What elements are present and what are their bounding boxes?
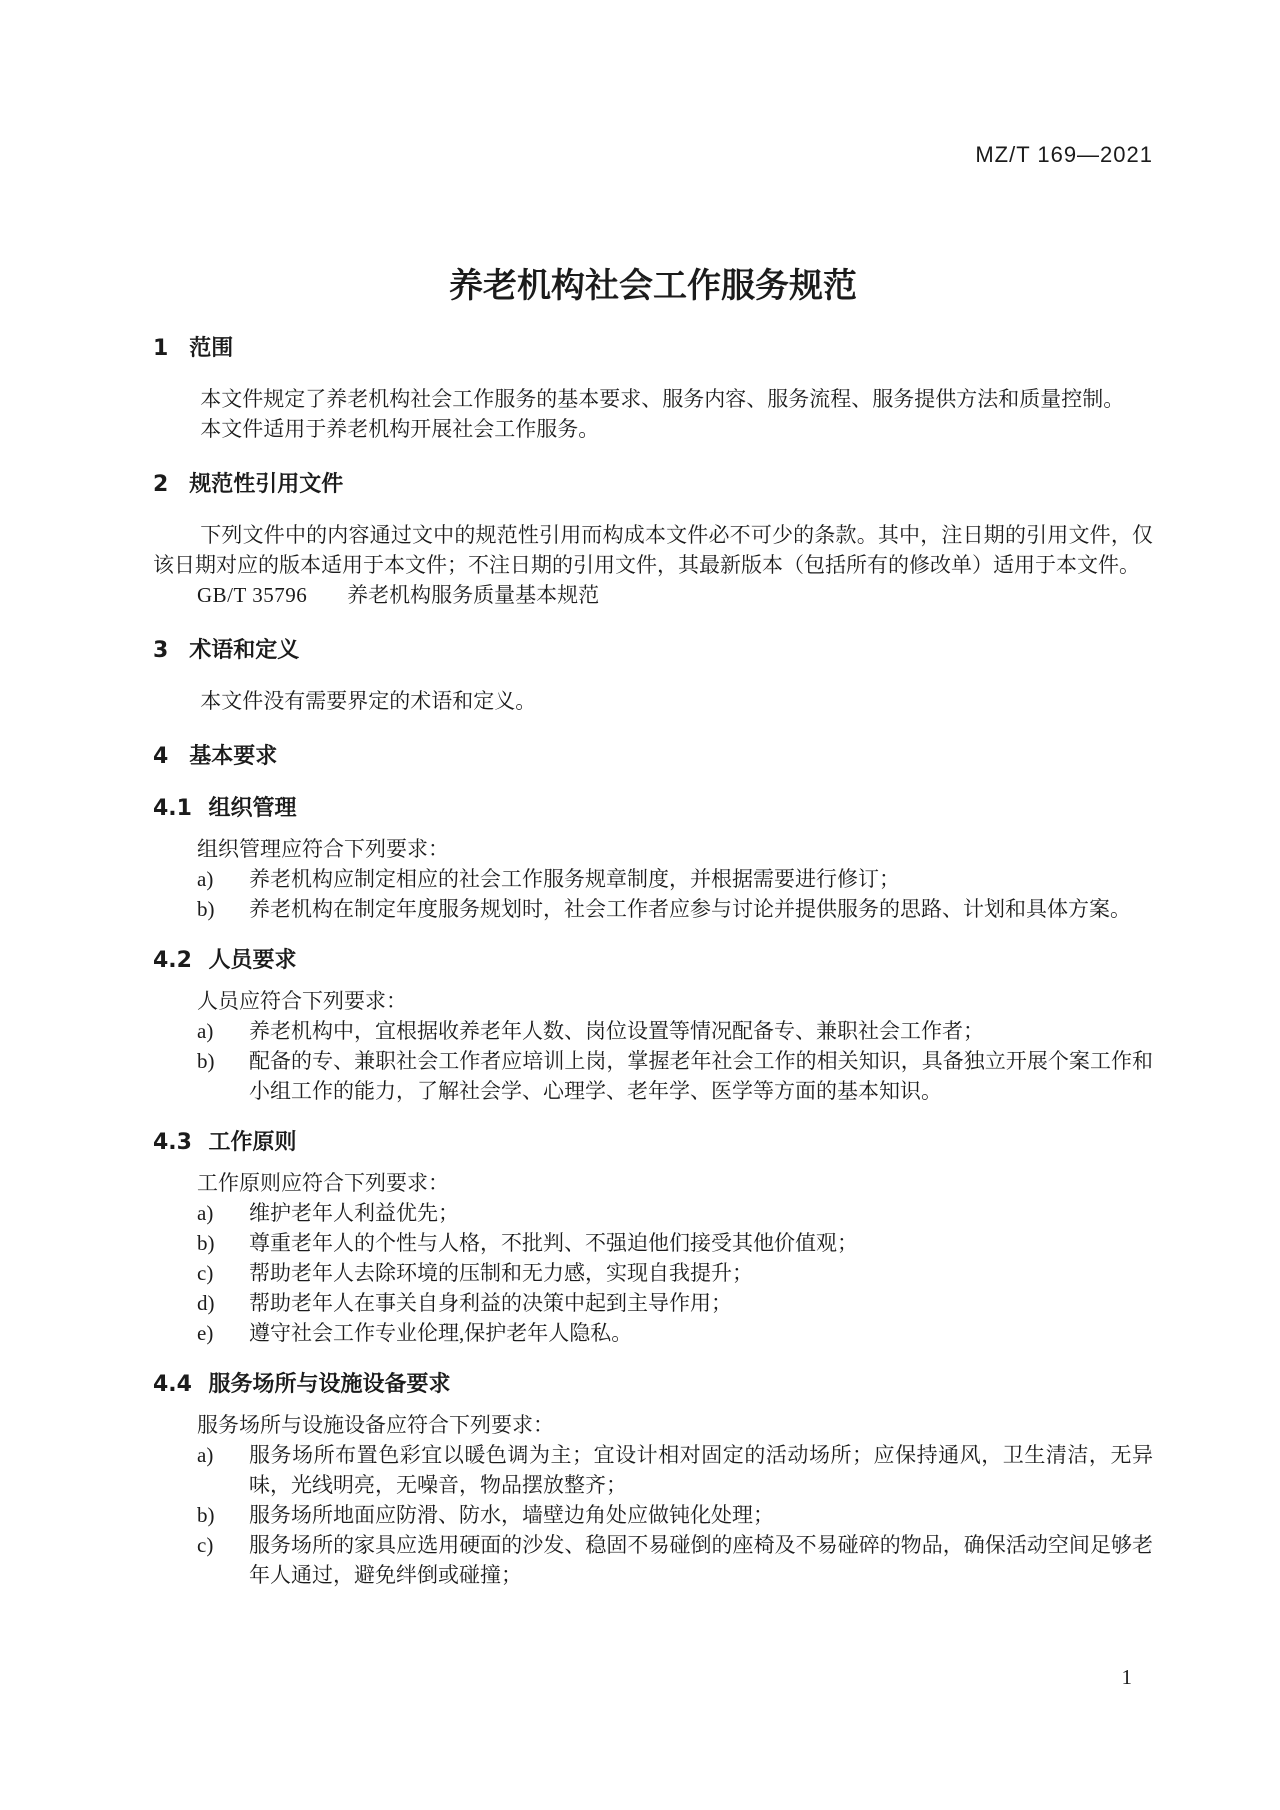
list-item-text: 配备的专、兼职社会工作者应培训上岗，掌握老年社会工作的相关知识，具备独立开展个案工作和小组工作的能力，了解社会学、心理学、老年学、医学等方面的基本知识。 — [249, 1049, 1153, 1103]
list-item — [153, 1500, 1153, 1530]
list-item-label: a) — [197, 1019, 214, 1043]
list-item-text: 养老机构中，宜根据收养老年人数、岗位设置等情况配备专、兼职社会工作者； — [249, 1019, 984, 1043]
subsection-number: 4.3 — [153, 1130, 192, 1155]
list-item — [153, 1318, 1153, 1348]
list-item — [153, 1016, 1153, 1046]
list-intro: 组织管理应符合下列要求： — [197, 837, 449, 861]
section-title: 范围 — [189, 336, 234, 361]
list-item — [153, 1530, 1153, 1590]
subsection-title: 人员要求 — [208, 948, 297, 973]
list-item — [153, 864, 1153, 894]
list-item-label: c) — [197, 1261, 214, 1285]
list-item-text: 服务场所地面应防滑、防水，墙壁边角处应做钝化处理； — [249, 1503, 774, 1527]
list-intro: 服务场所与设施设备应符合下列要求： — [197, 1413, 554, 1437]
paragraph: 本文件没有需要界定的术语和定义。 — [200, 689, 537, 713]
subsection-number: 4.2 — [153, 948, 192, 973]
document-title: 养老机构社会工作服务规范 — [449, 266, 857, 306]
standard-code: MZ/T 169—2021 — [975, 142, 1153, 167]
subsection-work-principles — [153, 1128, 1153, 1348]
section-heading — [153, 636, 1153, 666]
list-item-text: 养老机构在制定年度服务规划时，社会工作者应参与讨论并提供服务的思路、计划和具体方案。 — [249, 897, 1131, 921]
reference-name: 养老机构服务质量基本规范 — [347, 583, 600, 607]
subsection-heading — [153, 1370, 1153, 1400]
section-number: 4 — [153, 744, 169, 769]
section-number: 1 — [153, 336, 169, 361]
section-number: 3 — [153, 638, 169, 663]
list-item-text: 维护老年人利益优先； — [249, 1201, 459, 1225]
list-item-label: a) — [197, 867, 214, 891]
section-normative-references — [153, 470, 1153, 610]
subsection-personnel-requirements — [153, 946, 1153, 1106]
list-item-text: 尊重老年人的个性与人格，不批判、不强迫他们接受其他价值观； — [249, 1231, 858, 1255]
list-item — [153, 1440, 1153, 1500]
list-item — [153, 1198, 1153, 1228]
paragraph: 本文件适用于养老机构开展社会工作服务。 — [200, 417, 600, 441]
list-item-text: 遵守社会工作专业伦理,保护老年人隐私。 — [249, 1321, 633, 1345]
list-item-text: 服务场所布置色彩宜以暖色调为主；宜设计相对固定的活动场所；应保持通风，卫生清洁，无异味，光线明亮，无噪音，物品摆放整齐； — [249, 1443, 1153, 1497]
list-item-label: b) — [197, 1503, 215, 1527]
list-item-label: a) — [197, 1201, 214, 1225]
list-item — [153, 1288, 1153, 1318]
list-intro: 工作原则应符合下列要求： — [197, 1171, 449, 1195]
section-title: 规范性引用文件 — [189, 472, 344, 497]
list-item — [153, 1228, 1153, 1258]
list-item-text: 帮助老年人在事关自身利益的决策中起到主导作用； — [249, 1291, 732, 1315]
list-item-label: a) — [197, 1443, 214, 1467]
list-item — [153, 1046, 1153, 1106]
paragraph: 下列文件中的内容通过文中的规范性引用而构成本文件必不可少的条款。其中，注日期的引用文件，仅该日期对应的版本适用于本文件；不注日期的引用文件，其最新版本（包括所有的修改单）适用于本文件。 — [153, 523, 1153, 577]
subsection-heading — [153, 946, 1153, 976]
list-intro: 人员应符合下列要求： — [197, 989, 407, 1013]
section-terms-definitions — [153, 636, 1153, 716]
subsection-heading — [153, 1128, 1153, 1158]
subsection-title: 组织管理 — [208, 796, 297, 821]
page-number: 1 — [1121, 1665, 1132, 1689]
section-heading — [153, 742, 1153, 772]
reference-code: GB/T 35796 — [197, 583, 308, 607]
section-scope — [153, 334, 1153, 444]
list-item-label: b) — [197, 1049, 215, 1073]
list-item-label: b) — [197, 897, 215, 921]
paragraph: 本文件规定了养老机构社会工作服务的基本要求、服务内容、服务流程、服务提供方法和质量控制。 — [200, 387, 1125, 411]
section-heading — [153, 470, 1153, 500]
section-basic-requirements — [153, 742, 1153, 1590]
reference-entry — [153, 580, 1153, 610]
subsection-number: 4.4 — [153, 1372, 192, 1397]
section-number: 2 — [153, 472, 169, 497]
list-item — [153, 1258, 1153, 1288]
list-item-text: 养老机构应制定相应的社会工作服务规章制度，并根据需要进行修订； — [249, 867, 900, 891]
list-item-text: 帮助老年人去除环境的压制和无力感，实现自我提升； — [249, 1261, 753, 1285]
subsection-title: 服务场所与设施设备要求 — [208, 1372, 451, 1397]
subsection-title: 工作原则 — [208, 1130, 297, 1155]
subsection-organization-management — [153, 794, 1153, 924]
subsection-number: 4.1 — [153, 796, 192, 821]
section-title: 术语和定义 — [189, 638, 300, 663]
list-item-label: e) — [197, 1321, 214, 1345]
list-item-text: 服务场所的家具应选用硬面的沙发、稳固不易碰倒的座椅及不易碰碎的物品，确保活动空间足够老年人通过，避免绊倒或碰撞； — [249, 1533, 1153, 1587]
list-item — [153, 894, 1153, 924]
subsection-premises-equipment-requirements — [153, 1370, 1153, 1590]
section-heading — [153, 334, 1153, 364]
list-item-label: b) — [197, 1231, 215, 1255]
list-item-label: c) — [197, 1533, 214, 1557]
list-item-label: d) — [197, 1291, 215, 1315]
section-title: 基本要求 — [189, 744, 278, 769]
subsection-heading — [153, 794, 1153, 824]
